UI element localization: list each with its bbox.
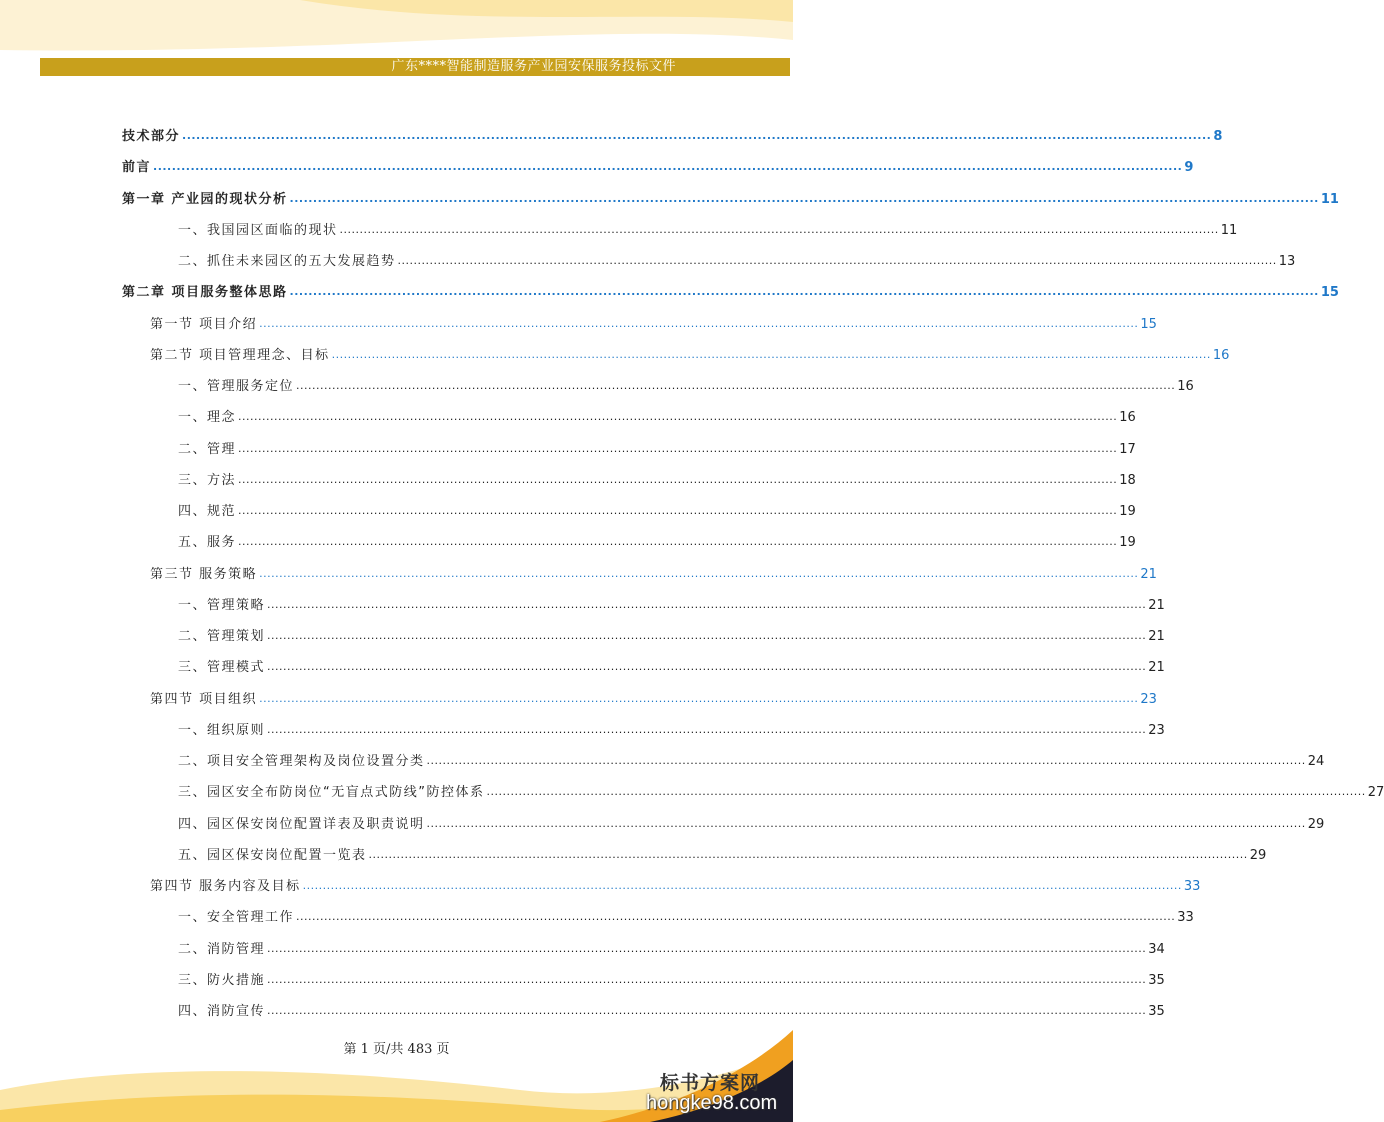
toc-entry-label: 第二节 项目管理理念、目标 <box>150 347 330 363</box>
toc-leader-dots: ............................................................................................................................................................................................................................ <box>426 754 1306 767</box>
toc-entry-page: 8 <box>1213 129 1223 144</box>
toc-entry-page: 16 <box>1212 347 1230 363</box>
toc-entry[interactable] <box>178 937 1165 957</box>
toc-entry[interactable] <box>178 499 1136 519</box>
toc-entry-page: 29 <box>1249 847 1267 863</box>
toc-leader-dots: ............................................................................................................................................................................................................................ <box>267 629 1147 642</box>
toc-entry[interactable] <box>178 593 1165 613</box>
toc-leader-dots: ............................................................................................................................................................................................................................ <box>296 910 1176 924</box>
toc-entry-label: 第三节 服务策略 <box>150 566 258 582</box>
toc-entry-label: 三、管理模式 <box>178 660 266 676</box>
toc-entry-page: 27 <box>1367 785 1384 801</box>
toc-entry[interactable] <box>178 468 1136 488</box>
toc-leader-dots: ............................................................................................................................................................................................................................ <box>267 972 1147 986</box>
toc-entry-page: 16 <box>1119 410 1136 426</box>
toc-entry[interactable] <box>178 437 1136 457</box>
toc-entry-page: 21 <box>1148 629 1165 644</box>
toc-entry[interactable] <box>122 155 1194 176</box>
toc-entry-page: 35 <box>1148 972 1165 988</box>
toc-leader-dots: ............................................................................................................................................................................................................................ <box>267 1004 1147 1017</box>
toc-entry-page: 24 <box>1307 754 1325 769</box>
toc-entry-label: 技术部分 <box>122 129 181 144</box>
toc-leader-dots: ............................................................................................................................................................................................................................ <box>238 410 1118 424</box>
toc-leader-dots: ............................................................................................................................................................................................................................ <box>289 191 1319 205</box>
toc-entry-page: 11 <box>1220 222 1238 238</box>
toc-entry[interactable] <box>178 374 1194 394</box>
toc-leader-dots: ............................................................................................................................................................................................................................ <box>331 347 1211 361</box>
toc-leader-dots: ............................................................................................................................................................................................................................ <box>397 254 1277 267</box>
toc-leader-dots: ............................................................................................................................................................................................................................ <box>238 472 1118 486</box>
toc-entry-label: 三、防火措施 <box>178 972 266 988</box>
toc-entry-label: 一、安全管理工作 <box>178 910 295 926</box>
toc-entry-page: 15 <box>1320 285 1339 301</box>
toc-entry-label: 第一节 项目介绍 <box>150 316 258 332</box>
document-title: 广东****智能制造服务产业园安保服务投标文件 <box>391 59 676 74</box>
toc-entry[interactable] <box>178 218 1238 238</box>
toc-leader-dots: ............................................................................................................................................................................................................................ <box>238 535 1118 549</box>
toc-entry-label: 四、园区保安岗位配置详表及职责说明 <box>178 816 425 832</box>
toc-entry[interactable] <box>178 718 1165 738</box>
toc-entry[interactable] <box>122 187 1339 207</box>
toc-entry-label: 二、消防管理 <box>178 941 266 957</box>
toc-entry-page: 13 <box>1278 254 1296 269</box>
toc-entry[interactable] <box>150 343 1230 363</box>
toc-entry[interactable] <box>150 562 1157 582</box>
toc-entry-label: 四、规范 <box>178 504 237 519</box>
top-decoration <box>0 0 793 60</box>
toc-entry-page: 16 <box>1177 379 1194 394</box>
toc-leader-dots: ............................................................................................................................................................................................................................ <box>153 160 1183 174</box>
watermark-url: hongke98.com <box>646 1092 778 1114</box>
toc-entry-label: 第四节 项目组织 <box>150 691 258 707</box>
toc-leader-dots: ............................................................................................................................................................................................................................ <box>259 691 1139 705</box>
toc-leader-dots: ............................................................................................................................................................................................................................ <box>182 129 1212 142</box>
toc-entry[interactable] <box>178 405 1136 426</box>
toc-leader-dots: ............................................................................................................................................................................................................................ <box>267 722 1147 736</box>
toc-entry-label: 一、我国园区面临的现状 <box>178 222 338 238</box>
toc-entry[interactable] <box>178 749 1325 769</box>
toc-entry[interactable] <box>178 905 1194 926</box>
toc-entry-page: 11 <box>1320 191 1339 207</box>
toc-entry[interactable] <box>178 968 1165 988</box>
toc-entry-label: 五、园区保安岗位配置一览表 <box>178 847 367 863</box>
toc-entry-label: 一、组织原则 <box>178 722 266 738</box>
toc-entry-page: 21 <box>1140 566 1157 582</box>
toc-entry-label: 第四节 服务内容及目标 <box>150 879 301 894</box>
toc-entry[interactable] <box>178 530 1136 551</box>
toc-entry-label: 三、园区安全布防岗位“无盲点式防线”防控体系 <box>178 785 485 801</box>
toc-entry-label: 二、抓住未来园区的五大发展趋势 <box>178 254 396 269</box>
toc-leader-dots: ............................................................................................................................................................................................................................ <box>238 504 1118 517</box>
toc-entry-page: 9 <box>1184 160 1194 176</box>
header-bar <box>40 58 790 76</box>
toc-entry-page: 19 <box>1119 535 1136 551</box>
toc-entry-label: 二、管理 <box>178 441 237 457</box>
toc-entry[interactable] <box>122 280 1339 301</box>
toc-entry-page: 21 <box>1148 660 1165 676</box>
toc-leader-dots: ............................................................................................................................................................................................................................ <box>426 816 1306 830</box>
toc-entry-page: 35 <box>1148 1004 1165 1019</box>
toc-leader-dots: ............................................................................................................................................................................................................................ <box>368 847 1248 861</box>
toc-entry-label: 二、项目安全管理架构及岗位设置分类 <box>178 754 425 769</box>
toc-entry-page: 34 <box>1148 941 1165 957</box>
toc-entry-page: 33 <box>1177 910 1194 926</box>
toc-entry-label: 五、服务 <box>178 535 237 551</box>
toc-entry-label: 第一章 产业园的现状分析 <box>122 191 288 207</box>
toc-leader-dots: ............................................................................................................................................................................................................................ <box>259 566 1139 580</box>
toc-entry[interactable] <box>150 874 1201 894</box>
toc-entry[interactable] <box>150 687 1157 707</box>
toc-entry-page: 29 <box>1307 816 1325 832</box>
toc-entry-page: 23 <box>1148 722 1165 738</box>
toc-leader-dots: ............................................................................................................................................................................................................................ <box>486 785 1366 799</box>
toc-entry-page: 23 <box>1140 691 1157 707</box>
watermark-name: 标书方案网 <box>660 1072 761 1094</box>
toc-entry-label: 二、管理策划 <box>178 629 266 644</box>
toc-entry[interactable] <box>178 812 1325 832</box>
toc-entry[interactable] <box>150 312 1157 332</box>
toc-leader-dots: ............................................................................................................................................................................................................................ <box>238 441 1118 455</box>
toc-entry-label: 前言 <box>122 160 152 176</box>
toc-leader-dots: ............................................................................................................................................................................................................................ <box>267 941 1147 955</box>
toc-entry-label: 三、方法 <box>178 472 237 488</box>
toc-entry[interactable] <box>178 655 1165 676</box>
toc-entry-label: 一、管理策略 <box>178 597 266 613</box>
toc-leader-dots: ............................................................................................................................................................................................................................ <box>302 879 1182 892</box>
toc-leader-dots: ............................................................................................................................................................................................................................ <box>267 660 1147 674</box>
toc-entry-page: 17 <box>1119 441 1136 457</box>
toc-entry-label: 四、消防宣传 <box>178 1004 266 1019</box>
page-number: 第 1 页/共 483 页 <box>343 1042 450 1057</box>
toc-leader-dots: ............................................................................................................................................................................................................................ <box>289 285 1319 299</box>
toc-leader-dots: ............................................................................................................................................................................................................................ <box>259 316 1139 330</box>
toc-entry-label: 第二章 项目服务整体思路 <box>122 285 288 301</box>
toc-entry[interactable] <box>178 780 1384 801</box>
toc-entry-label: 一、管理服务定位 <box>178 379 295 394</box>
toc-leader-dots: ............................................................................................................................................................................................................................ <box>296 379 1176 392</box>
toc-entry-label: 一、理念 <box>178 410 237 426</box>
toc-leader-dots: ............................................................................................................................................................................................................................ <box>339 222 1219 236</box>
toc-entry[interactable] <box>178 843 1267 863</box>
toc-entry[interactable] <box>178 624 1165 644</box>
toc-entry[interactable] <box>178 999 1165 1019</box>
toc-entry-page: 21 <box>1148 597 1165 613</box>
toc-entry-page: 33 <box>1183 879 1201 894</box>
toc-entry-page: 18 <box>1119 472 1136 488</box>
toc-leader-dots: ............................................................................................................................................................................................................................ <box>267 597 1147 611</box>
toc-entry[interactable] <box>178 249 1296 269</box>
toc-entry-page: 15 <box>1140 316 1157 332</box>
toc-entry[interactable] <box>122 124 1223 144</box>
toc-entry-page: 19 <box>1119 504 1136 519</box>
